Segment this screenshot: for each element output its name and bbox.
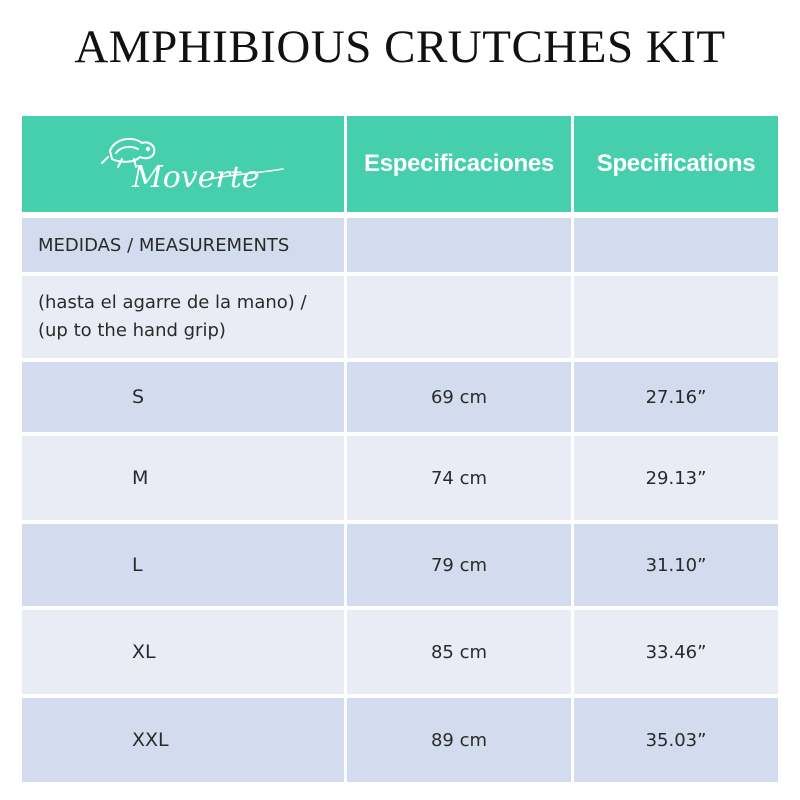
turtle-icon — [98, 129, 298, 199]
empty-cell — [574, 218, 778, 272]
size-label: S — [22, 362, 344, 432]
size-inches: 27.16” — [574, 362, 778, 432]
size-cm: 85 cm — [347, 610, 571, 694]
section-label: MEDIDAS / MEASUREMENTS — [22, 218, 344, 272]
size-inches: 31.10” — [574, 524, 778, 606]
note-english: (up to the hand grip) — [38, 320, 226, 341]
size-label: XL — [22, 610, 344, 694]
empty-cell — [347, 218, 571, 272]
page-title: AMPHIBIOUS CRUTCHES KIT — [74, 21, 726, 73]
table-header-row — [22, 116, 778, 212]
size-cm: 89 cm — [347, 698, 571, 782]
note-spanish: (hasta el agarre de la mano) / — [38, 292, 307, 313]
size-label: XXL — [22, 698, 344, 782]
table-row-measurements — [22, 218, 778, 272]
size-label: M — [22, 436, 344, 520]
table-row — [22, 436, 778, 520]
size-cm: 79 cm — [347, 524, 571, 606]
table-row-note — [22, 276, 778, 358]
table-row — [22, 362, 778, 432]
size-table — [22, 116, 778, 782]
empty-cell — [347, 276, 571, 358]
size-inches: 33.46” — [574, 610, 778, 694]
size-inches: 35.03” — [574, 698, 778, 782]
table-row — [22, 610, 778, 694]
table-row — [22, 698, 778, 782]
size-label: L — [22, 524, 344, 606]
empty-cell — [574, 276, 778, 358]
brand-logo — [22, 116, 344, 212]
header-especificaciones: Especificaciones — [347, 116, 571, 212]
header-specifications: Specifications — [574, 116, 778, 212]
measurement-note — [22, 276, 344, 358]
brand-name: Moverte — [132, 160, 260, 195]
size-cm: 69 cm — [347, 362, 571, 432]
size-cm: 74 cm — [347, 436, 571, 520]
table-row — [22, 524, 778, 606]
size-inches: 29.13” — [574, 436, 778, 520]
